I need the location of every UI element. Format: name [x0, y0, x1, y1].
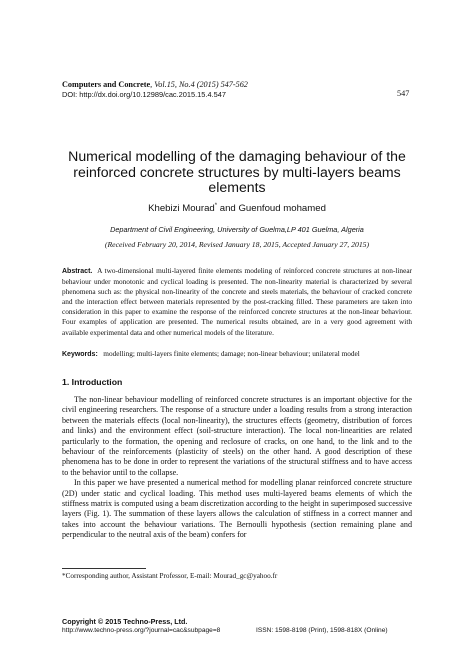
doi: DOI: http://dx.doi.org/10.12989/cac.2015.15.4.547: [62, 90, 226, 99]
journal-volume: , Vol.15, No.4 (2015) 547-562: [150, 80, 248, 89]
introduction-paragraph-1: The non-linear behaviour modelling of reinforced concrete structures is an important objective for the civil engineering researchers. The response of a structure under a loading results from a strong interaction between the materials effects (local non-linearity), the structures effects (geometry, distribution of forces and links) and the environment effect (soil-structure interaction). The local non-linearities are related particularly to the formation, the opening and reclosure of cracks, on one hand, to the link and to the behaviour of the reinforcements (plasticity of steels) on the other hand. A good description of these phenomena has to be done in order to represent the variations of the structural stiffness and to have access to the behavior until to the collapse.: [62, 395, 412, 477]
section-heading-introduction: 1. Introduction: [62, 377, 123, 387]
keywords-text: modelling; multi-layers finite elements; damage; non-linear behaviour; unilateral model: [103, 349, 360, 358]
issn: ISSN: 1598-8198 (Print), 1598-818X (Online): [256, 627, 388, 634]
journal-citation: [62, 80, 248, 90]
introduction-body: [62, 395, 412, 541]
keywords-label: Keywords:: [62, 351, 98, 358]
author-1: Khebizi Mourad: [148, 203, 215, 215]
author-2: Guenfoud mohamed: [238, 203, 326, 215]
abstract-text: A two-dimensional multi-layered finite elements modeling of reinforced concrete structures at non-linear behaviour under monotonic and cyclical loading is presented. The non-linearity material is characterized by several phenomena such as: the physical non-linearity of the concrete and steels materials, the behaviour of cracked concrete and the interaction effect between materials represented by the post-cracking filled. These parameters are taken into consideration in this paper to examine the response of the reinforced concrete structures at the non-linear behaviour. Four examples of application are presented. The numerical results obtained, are in a very good agreement with available experimental data and other numerical models of the literature.: [62, 266, 412, 337]
footnote-divider: [62, 568, 146, 569]
introduction-paragraph-2: In this paper we have presented a numerical method for modelling planar reinforced concrete structure (2D) under static and cyclical loading. This method uses multi-layered beams elements of which the stiffness matrix is computed using a beam discretization according to the height in superimposed successive layers (Fig. 1). The summation of these layers allows the calculation of stiffness in a correct manner and takes into account the behaviour variations. The Bernoulli hypothesis (section remaining plane and perpendicular to the neutral axis of the beam) confers for: [62, 478, 412, 540]
paper-title: Numerical modelling of the damaging behaviour of the reinforced concrete structures by multi-layers beams elements: [68, 148, 406, 196]
author-joiner: and: [217, 203, 239, 215]
journal-name: Computers and Concrete: [62, 80, 151, 89]
abstract: [62, 266, 412, 338]
keywords: [62, 349, 412, 358]
copyright: Copyright © 2015 Techno-Press, Ltd.: [62, 617, 188, 626]
author-1-mark: *: [214, 203, 218, 209]
authors: [62, 203, 412, 214]
footnote: *Corresponding author, Assistant Professor, E-mail: Mourad_gc@yahoo.fr: [62, 572, 278, 580]
received-dates: (Received February 20, 2014, Revised January 18, 2015, Accepted January 27, 2015): [104, 240, 370, 249]
affiliation: Department of Civil Engineering, University of Guelma,LP 401 Guelma, Algeria: [110, 225, 364, 234]
abstract-label: Abstract.: [62, 268, 93, 275]
journal-website[interactable]: http://www.techno-press.org/?journal=cac&subpage=8: [62, 627, 221, 634]
page-number: 547: [397, 89, 410, 98]
